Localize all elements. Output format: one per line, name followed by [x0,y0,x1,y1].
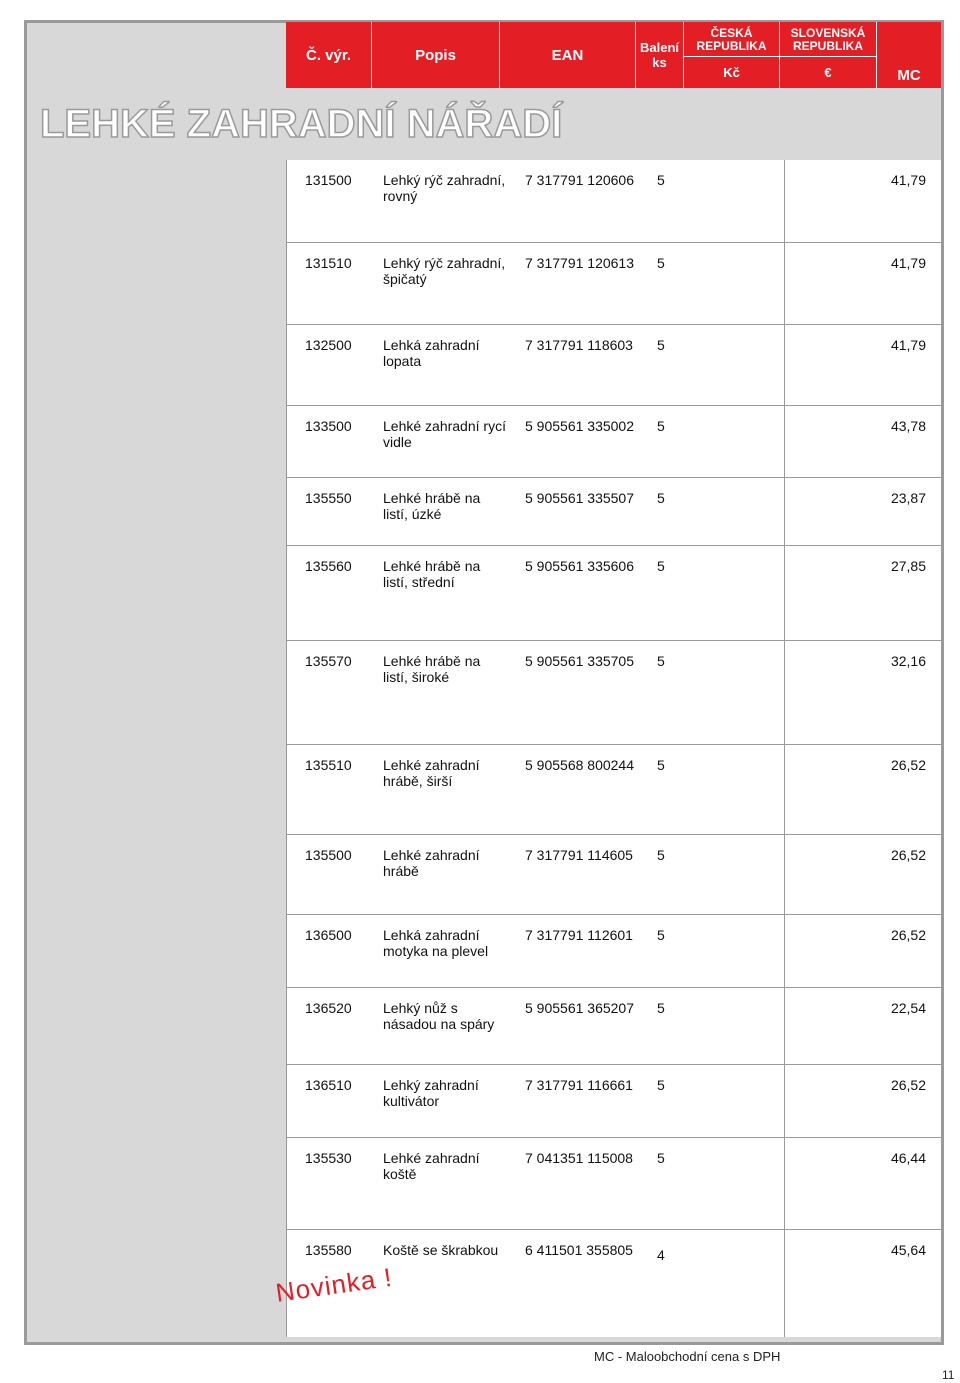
header-cr-label: ČESKÁ REPUBLIKA [696,26,767,54]
product-name: Koště se škrabkou [383,1242,499,1258]
header-sk [780,22,877,88]
table-row [287,478,942,546]
product-baleni: 5 [657,1150,665,1166]
product-code: 136520 [305,1000,352,1016]
product-code: 135560 [305,558,352,574]
product-price: 26,52 [890,847,926,863]
product-code: 135580 [305,1242,352,1258]
product-price: 22,54 [890,1000,926,1016]
product-baleni: 5 [657,1000,665,1016]
header-ean: EAN [500,22,636,88]
header-cr-currency: Kč [684,56,779,88]
product-name: Lehká zahradní lopata [383,337,480,369]
product-name: Lehký nůž s násadou na spáry [383,1000,495,1032]
product-ean: 7 317791 114605 [525,847,633,863]
table-row [287,406,942,478]
product-ean: 7 317791 120613 [525,255,634,271]
header-popis: Popis [372,22,500,88]
product-baleni: 5 [657,490,665,506]
product-baleni: 5 [657,558,665,574]
header-cr [684,22,780,88]
product-name: Lehké hrábě na listí, střední [383,558,481,590]
product-code: 131510 [305,255,352,271]
header-baleni-label: Balení [639,40,679,55]
table-row [287,325,942,406]
product-price: 41,79 [890,255,926,271]
product-ean: 7 317791 116661 [525,1077,633,1093]
product-name: Lehké zahradní hrábě [383,847,480,879]
product-name: Lehké zahradní rycí vidle [383,418,506,450]
product-ean: 5 905561 335002 [525,418,634,434]
product-price: 41,79 [890,172,926,188]
product-code: 135500 [305,847,352,863]
table-row [287,243,942,325]
product-baleni: 5 [657,653,665,669]
page-number: 11 [942,1368,955,1382]
header-mc-label: MC [897,67,921,84]
product-code: 136510 [305,1077,352,1093]
table-header [286,22,941,88]
product-price: 43,78 [890,418,926,434]
product-code: 135510 [305,757,352,773]
product-price: 26,52 [890,927,926,943]
product-name: Lehké zahradní koště [383,1150,480,1182]
product-ean: 7 317791 112601 [525,927,633,943]
header-sk-currency: € [780,56,876,88]
header-mc [877,22,941,88]
product-ean: 7 041351 115008 [525,1150,633,1166]
product-name: Lehké hrábě na listí, široké [383,653,481,685]
product-ean: 5 905561 335507 [525,490,634,506]
product-name: Lehké hrábě na listí, úzké [383,490,481,522]
header-baleni-unit: ks [652,55,667,70]
product-code: 135570 [305,653,352,669]
product-baleni: 5 [657,337,665,353]
product-baleni: 5 [657,927,665,943]
product-code: 133500 [305,418,352,434]
table-row [287,915,942,988]
table-row [287,835,942,915]
product-name: Lehký zahradní kultivátor [383,1077,479,1109]
table-row [287,641,942,745]
product-code: 131500 [305,172,352,188]
product-table [286,160,941,1337]
product-price: 27,85 [890,558,926,574]
product-price: 41,79 [890,337,926,353]
product-code: 135550 [305,490,352,506]
product-baleni: 5 [657,757,665,773]
product-code: 132500 [305,337,352,353]
table-row [287,988,942,1065]
novinka-label: Novinka ! [273,1261,395,1308]
product-name: Lehká zahradní motyka na plevel [383,927,489,959]
product-baleni: 5 [657,847,665,863]
product-ean: 5 905561 335705 [525,653,634,669]
product-ean: 5 905561 335606 [525,558,634,574]
table-row [287,1138,942,1230]
product-price: 23,87 [890,490,926,506]
product-ean: 7 317791 120606 [525,172,634,188]
product-name: Lehký rýč zahradní, rovný [383,172,506,204]
product-baleni: 5 [657,418,665,434]
product-code: 136500 [305,927,352,943]
product-ean: 5 905561 365207 [525,1000,634,1016]
footnote: MC - Maloobchodní cena s DPH [594,1349,781,1364]
product-code: 135530 [305,1150,352,1166]
header-cvyr: Č. výr. [286,22,372,88]
product-price: 46,44 [890,1150,926,1166]
product-baleni: 5 [657,255,665,271]
product-price: 26,52 [890,757,926,773]
header-sk-label: SLOVENSKÁ REPUBLIKA [790,26,866,54]
header-baleni [636,22,684,88]
product-ean: 5 905568 800244 [525,757,634,773]
page-title: LEHKÉ ZAHRADNÍ NÁŘADÍ [40,102,563,146]
product-baleni: 5 [657,1077,665,1093]
table-row [287,745,942,835]
product-ean: 6 411501 355805 [525,1242,633,1258]
product-ean: 7 317791 118603 [525,337,633,353]
product-baleni: 5 [657,172,665,188]
table-row [287,546,942,641]
table-row [287,160,942,243]
product-price: 32,16 [890,653,926,669]
product-baleni: 4 [657,1247,665,1263]
table-row [287,1065,942,1138]
product-price: 45,64 [890,1242,926,1258]
product-price: 26,52 [890,1077,926,1093]
product-name: Lehké zahradní hrábě, širší [383,757,480,789]
product-name: Lehký rýč zahradní, špičatý [383,255,506,287]
